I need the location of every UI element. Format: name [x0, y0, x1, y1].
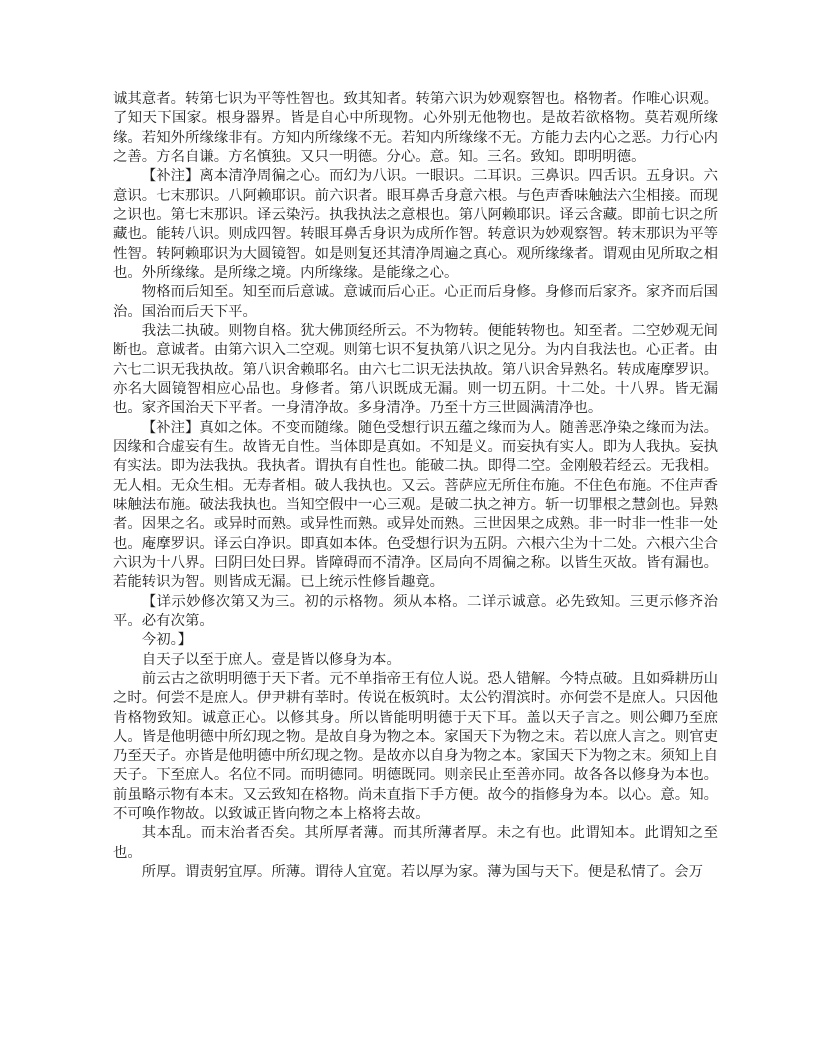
paragraph-commentary-suohou: 所厚。谓责躬宜厚。所薄。谓待人宜宽。若以厚为家。薄为国与天下。便是私情了。会万	[141, 864, 704, 881]
paragraph-section-outline: 【详示妙修次第又为三。初的示格物。须从本格。二详示诚意。必先致知。三更示修齐治平。必有次第。	[113, 593, 718, 629]
paragraph-scripture-wu-ge: 物格而后知至。知至而后意诚。意诚而后心正。心正而后身修。身修而后家齐。家齐而后国治。国治而后天下平。	[113, 284, 718, 320]
paragraph-annotation-zhenru: 【补注】真如之体。不变而随缘。随色受想行识五蕴之缘而为人。随善恶净染之缘而为法。因缘和合虚妄有生。故皆无自性。当体即是真如。不知是义。而妄执有实人。即为人我执。妄执有实法。即为法我执。我执者。谓执有自性也。能破二执。即得二空。金刚般若经云。无我相。无人相。无众生相。无寿者相。破人我执也。又云。菩萨应无所住布施。不住色布施。不住声香味触法布施。破法我执也。当知空假中一心三观。是破二执之神方。斩一切罪根之慧剑也。异熟者。因果之名。或异时而熟。或异性而熟。或异处而熟。三世因果之成熟。非一时非一性非一处也。庵摩罗识。译云白净识。即真如本体。色受想行识为五阴。六根六尘为十二处。六根六尘合六识为十八界。曰阴曰处曰界。皆障碍而不清净。区局向不周徧之称。以皆生灭故。皆有漏也。若能转识为智。则皆成无漏。已上统示性修旨趣竟。	[113, 419, 718, 591]
paragraph-commentary-wo-fa: 我法二执破。则物自格。犹大佛顶经所云。不为物转。便能转物也。知至者。二空妙观无间断也。意诚者。由第六识入二空观。则第七识不复执第八识之见分。为内自我法也。心正者。由六七二识无我执故。第八识舍赖耶名。由六七二识无法执故。第八识舍异熟名。转成庵摩罗识。亦名大圆镜智相应心品也。身修者。第八识既成无漏。则一切五阴。十二处。十八界。皆无漏也。家齐国治天下平者。一身清净故。多身清净。乃至十方三世圆满清净也。	[113, 322, 718, 417]
paragraph-commentary-qianyun: 前云古之欲明明德于天下者。元不单指帝王有位人说。恐人错解。今特点破。且如舜耕历山之时。何尝不是庶人。伊尹耕有莘时。传说在板筑时。太公钓渭滨时。亦何尝不是庶人。只因他肯格物致知。诚意正心。以修其身。所以皆能明明德于天下耳。盖以天子言之。则公卿乃至庶人。皆是他明德中所幻现之物。是故自身为物之本。家国天下为物之末。若以庶人言之。则官吏乃至天子。亦皆是他明德中所幻现之物。是故亦以自身为物之本。家国天下为物之末。须知上自天子。下至庶人。名位不同。而明德同。明德既同。则亲民止至善亦同。故各各以修身为本也。前虽略示物有本末。又云致知在格物。尚未直指下手方便。故今的指修身为本。以心。意。知。不可唤作物故。以致诚正皆向物之本上格将去故。	[113, 670, 718, 823]
paragraph-scripture-tianzi: 自天子以至于庶人。壹是皆以修身为本。	[141, 651, 401, 668]
paragraph-section-outline-close: 今初。】	[141, 632, 193, 649]
paragraph-scripture-qibenluan: 其本乱。而末治者否矣。其所厚者薄。而其所薄者厚。未之有也。此谓知本。此谓知之至也。	[113, 825, 718, 861]
paragraph-annotation-eight-consciousnesses: 【补注】离本清净周徧之心。而幻为八识。一眼识。二耳识。三鼻识。四舌识。五身识。六意识。七末那识。八阿赖耶识。前六识者。眼耳鼻舌身意六根。与色声香味触法六尘相接。而现之识也。第七末那识。译云染污。执我执法之意根也。第八阿赖耶识。译云含藏。即前七识之所藏也。能转八识。则成四智。转眼耳鼻舌身识为成所作智。转意识为妙观察智。转末那识为平等性智。转阿赖耶识为大圆镜智。如是则复还其清净周遍之真心。观所缘缘者。谓观由见所取之相也。外所缘缘。是所缘之境。内所缘缘。是能缘之心。	[113, 168, 718, 281]
paragraph-commentary-cheng-yi: 诚其意者。转第七识为平等性智也。致其知者。转第六识为妙观察智也。格物者。作唯心识观。了知天下国家。根身器界。皆是自心中所现物。心外别无他物也。是故若欲格物。莫若观所缘缘。若知外所缘缘非有。方知内所缘缘不无。若知内所缘缘不无。方能力去内心之恶。力行心内之善。方名自谦。方名慎独。又只一明德。分心。意。知。三名。致知。即明明德。	[113, 91, 718, 165]
